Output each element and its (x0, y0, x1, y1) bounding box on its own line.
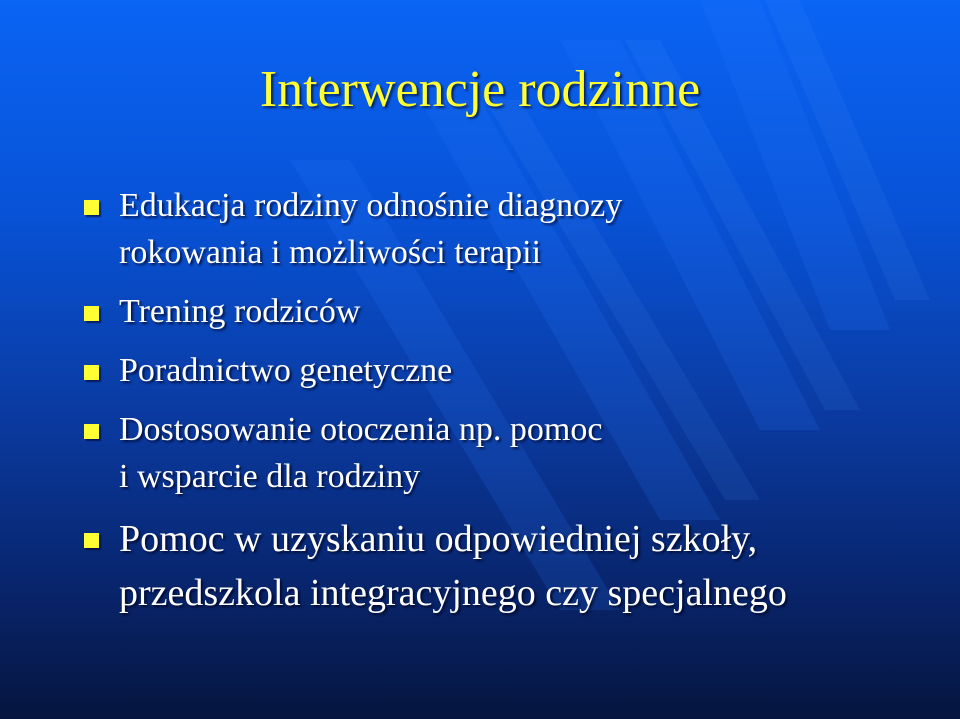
bullet-list (82, 182, 942, 624)
bullet-text: Edukacja rodziny odnośnie diagnozy rokowania i możliwości terapii (119, 187, 623, 271)
square-bullet-icon (84, 365, 99, 380)
square-bullet-icon (84, 533, 99, 548)
list-item (82, 288, 942, 335)
square-bullet-icon (84, 200, 99, 215)
bullet-text: Dostosowanie otoczenia np. pomoc i wsparcie dla rodziny (119, 411, 603, 495)
list-item (82, 406, 942, 500)
list-item (82, 512, 942, 620)
slide-title: Interwencje rodzinne (259, 61, 701, 118)
bullet-text: Trening rodziców (119, 293, 361, 330)
square-bullet-icon (84, 306, 99, 321)
list-item (82, 347, 942, 394)
bullet-text: Pomoc w uzyskaniu odpowiedniej szkoły, przedszkola integracyjnego czy specjalnego (119, 518, 787, 614)
bullet-text: Poradnictwo genetyczne (119, 352, 453, 389)
square-bullet-icon (84, 424, 99, 439)
list-item (82, 182, 942, 276)
